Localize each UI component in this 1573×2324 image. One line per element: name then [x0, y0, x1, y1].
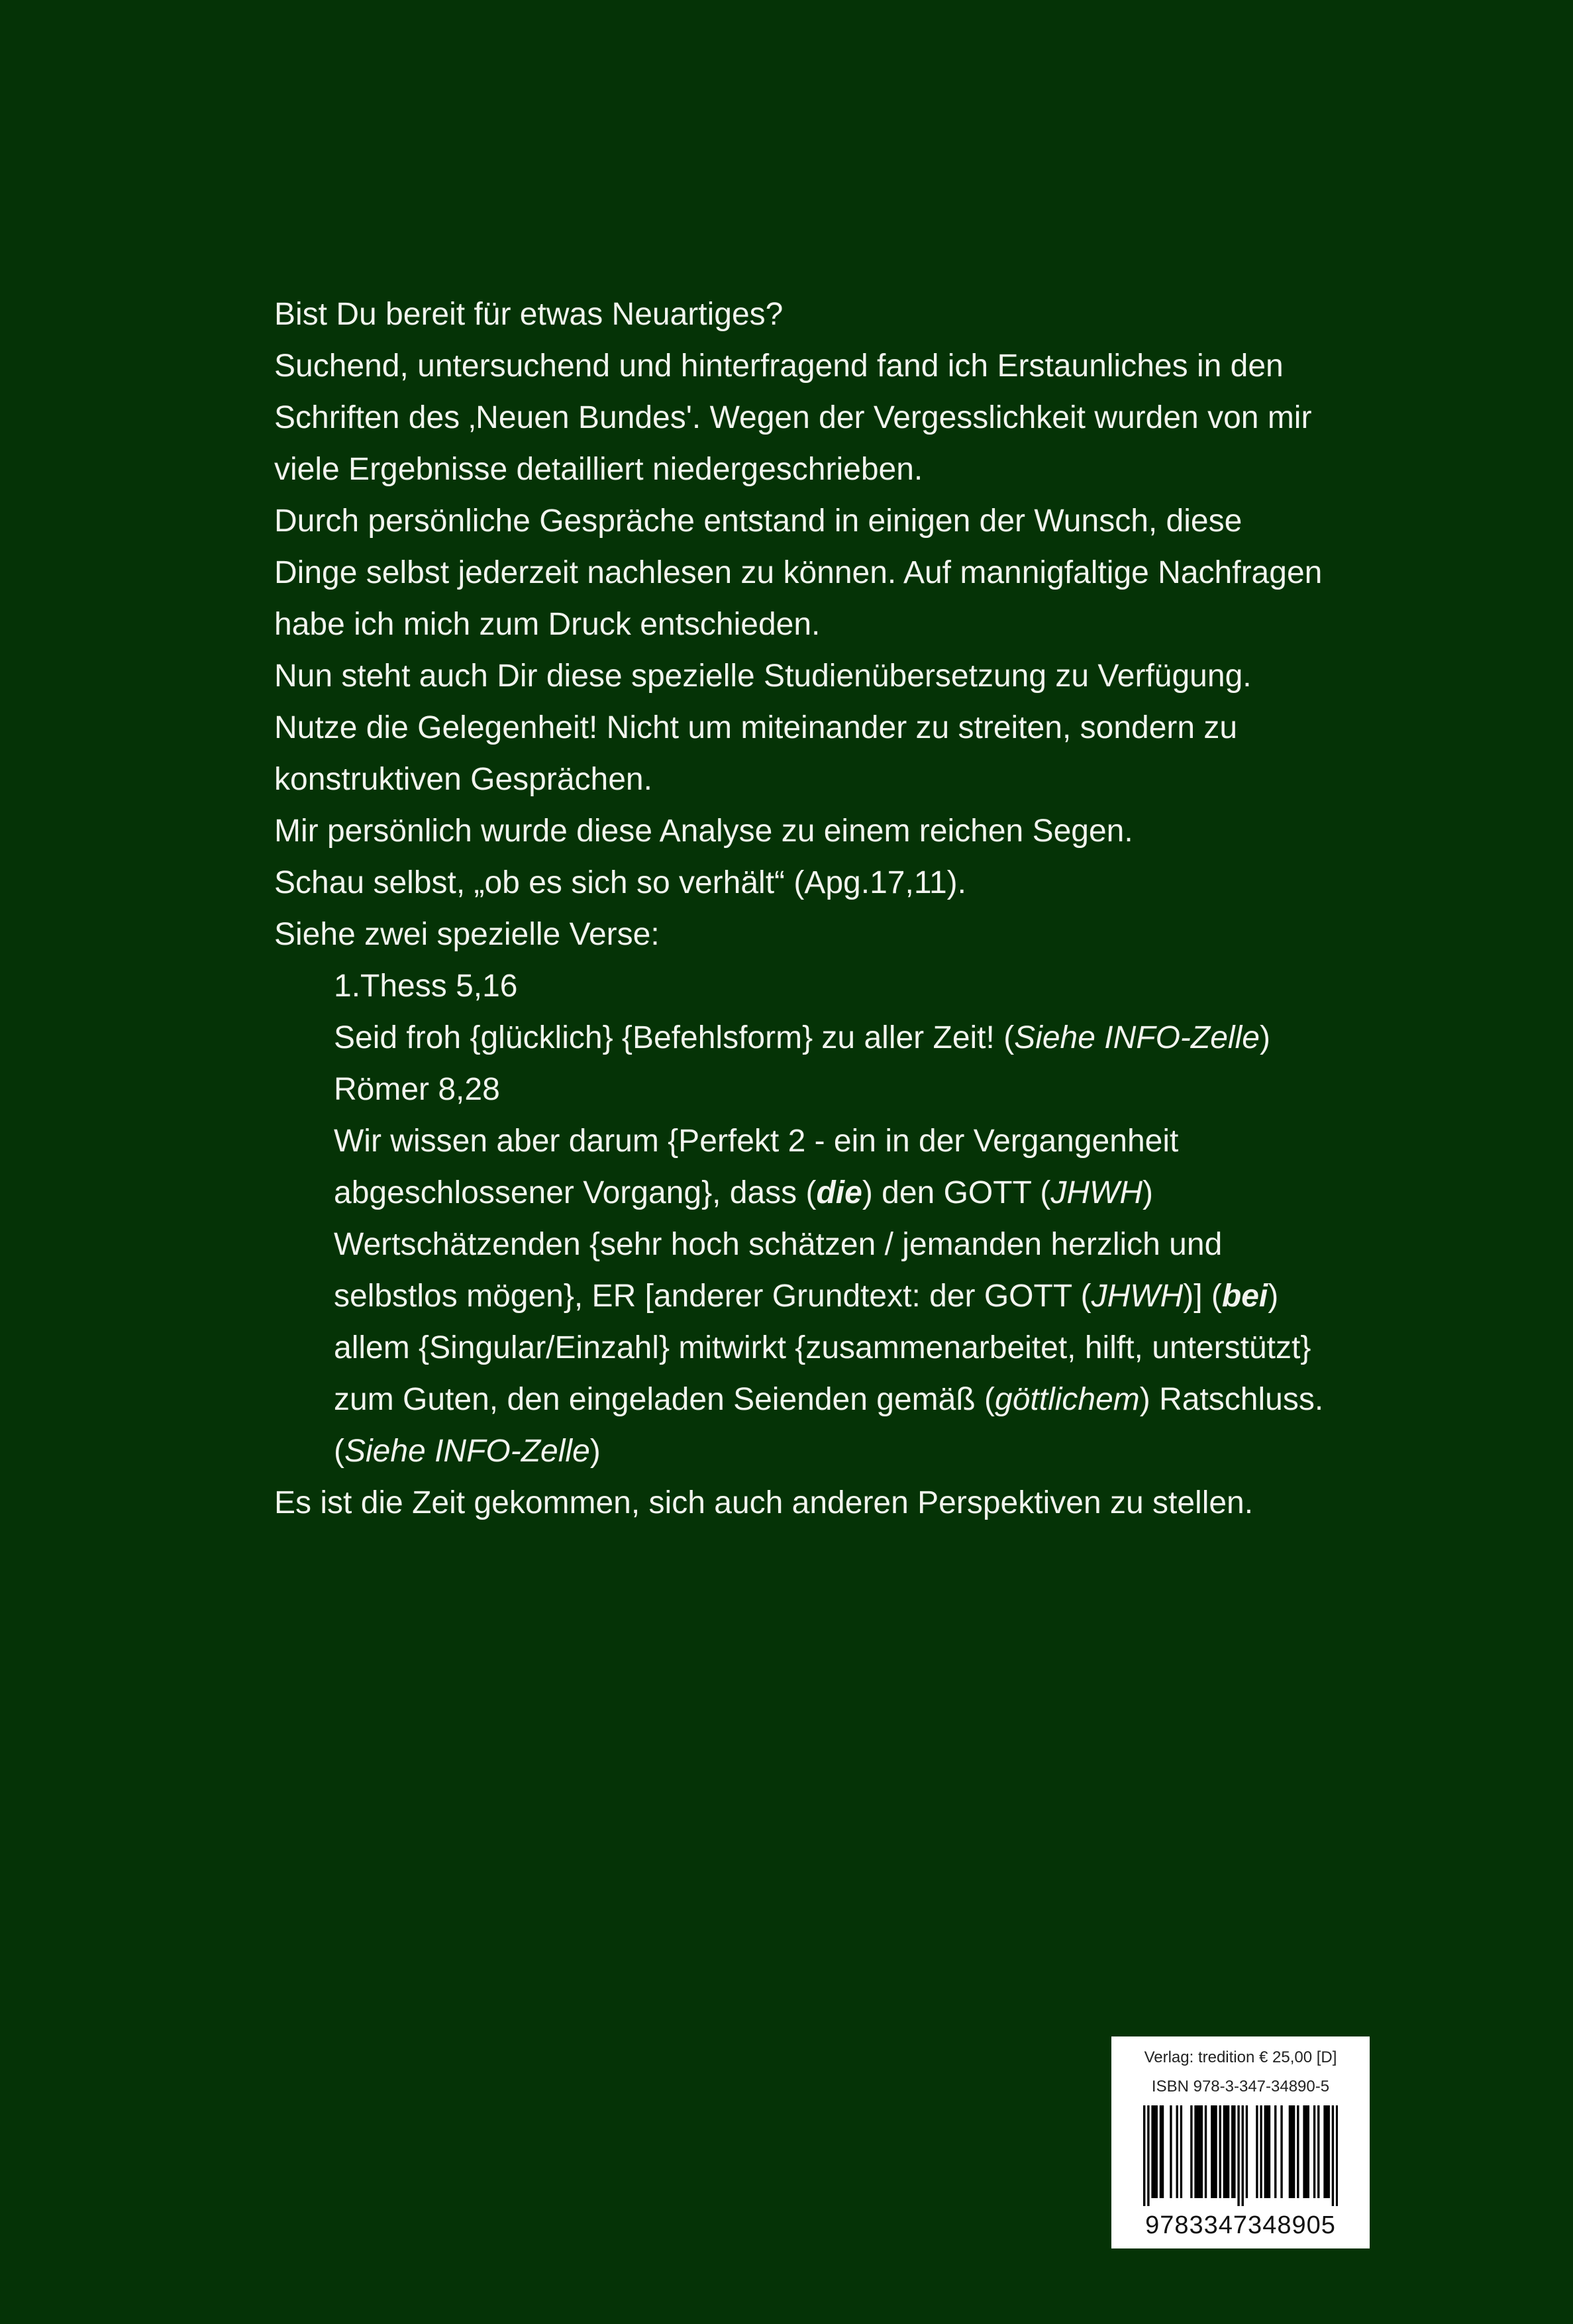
- barcode-bar: [1151, 2105, 1153, 2198]
- blurb-line: [274, 1116, 1413, 1167]
- blurb-line: [274, 599, 1413, 651]
- barcode-bar: [1325, 2105, 1327, 2198]
- text-segment: ) den GOTT (: [862, 1175, 1051, 1210]
- text-segment: JHWH: [1050, 1175, 1142, 1210]
- blurb-line: [274, 1426, 1413, 1477]
- blurb-line: [274, 961, 1413, 1012]
- barcode-bar: [1313, 2105, 1315, 2198]
- blurb-line: [274, 702, 1413, 754]
- barcode-bar: [1268, 2105, 1270, 2198]
- barcode-bar: [1160, 2105, 1162, 2198]
- text-segment: Schriften des ‚Neuen Bundes'. Wegen der Vergesslichkeit wurden von mir: [274, 400, 1312, 435]
- text-segment: Wertschätzenden {sehr hoch schätzen / jemanden herzlich und: [334, 1227, 1223, 1262]
- isbn-text: ISBN 978-3-347-34890-5: [1151, 2078, 1330, 2095]
- barcode-bar: [1233, 2105, 1235, 2198]
- publisher-price: Verlag: tredition € 25,00 [D]: [1144, 2048, 1337, 2066]
- barcode-bar: [1196, 2105, 1198, 2198]
- text-segment: Nutze die Gelegenheit! Nicht um miteinander zu streiten, sondern zu: [274, 710, 1238, 745]
- blurb-line: [274, 1064, 1413, 1116]
- barcode-bar: [1291, 2105, 1293, 2198]
- blurb-line: [274, 857, 1413, 909]
- blurb-line: [274, 444, 1413, 496]
- text-segment: Siehe INFO-Zelle: [1014, 1020, 1260, 1055]
- barcode-bar: [1303, 2105, 1305, 2198]
- barcode-bar: [1246, 2105, 1248, 2198]
- barcode-bar: [1205, 2105, 1207, 2198]
- barcode-bar: [1201, 2105, 1203, 2198]
- barcode-bar: [1213, 2105, 1215, 2198]
- text-segment: Schau selbst, „ob es sich so verhält“ (Apg.17,11).: [274, 865, 966, 900]
- barcode-bar: [1332, 2105, 1334, 2206]
- barcode-bar: [1143, 2105, 1145, 2206]
- barcode-bar: [1336, 2105, 1338, 2206]
- barcode-bar: [1147, 2105, 1149, 2206]
- ean-digits: 9783347348905: [1145, 2211, 1336, 2239]
- barcode-box: [1111, 2036, 1370, 2248]
- barcode-bar: [1219, 2105, 1221, 2198]
- text-segment: selbstlos mögen}, ER [anderer Grundtext: der GOTT (: [334, 1279, 1091, 1314]
- text-segment: Es ist die Zeit gekommen, sich auch anderen Perspektiven zu stellen.: [274, 1485, 1254, 1520]
- blurb-line: [274, 806, 1413, 857]
- text-segment: bei: [1221, 1279, 1268, 1314]
- text-segment: Römer 8,28: [334, 1072, 500, 1107]
- barcode-bar: [1194, 2105, 1196, 2198]
- text-segment: Bist Du bereit für etwas Neuartiges?: [274, 297, 784, 332]
- barcode-bar: [1190, 2105, 1192, 2198]
- blurb-line: [274, 1477, 1413, 1529]
- barcode-bar: [1264, 2105, 1266, 2198]
- text-segment: Nun steht auch Dir diese spezielle Studienübersetzung zu Verfügung.: [274, 659, 1252, 694]
- blurb-line: [274, 1271, 1413, 1322]
- text-segment: ): [1268, 1279, 1279, 1314]
- text-segment: Siehe INFO-Zelle: [344, 1434, 590, 1469]
- barcode-bar: [1297, 2105, 1299, 2198]
- blurb-line: [274, 754, 1413, 806]
- barcode-bar: [1211, 2105, 1213, 2198]
- text-segment: Siehe zwei spezielle Verse:: [274, 917, 660, 952]
- text-segment: viele Ergebnisse detailliert niedergeschrieben.: [274, 452, 923, 487]
- barcode-bar: [1223, 2105, 1225, 2198]
- text-segment: ): [1142, 1175, 1153, 1210]
- blurb-line: [274, 1374, 1413, 1426]
- text-segment: 1.Thess 5,16: [334, 969, 518, 1004]
- barcode-bar: [1231, 2105, 1233, 2198]
- text-segment: ): [1259, 1020, 1270, 1055]
- barcode-bar: [1153, 2105, 1155, 2198]
- blurb-line: [274, 341, 1413, 392]
- text-segment: Mir persönlich wurde diese Analyse zu einem reichen Segen.: [274, 814, 1133, 849]
- blurb-line: [274, 496, 1413, 547]
- barcode-bar: [1176, 2105, 1178, 2198]
- text-segment: allem {Singular/Einzahl} mitwirkt {zusammenarbeitet, hilft, unterstützt}: [334, 1330, 1311, 1365]
- barcode-bar: [1305, 2105, 1307, 2198]
- barcode-bar: [1170, 2105, 1172, 2198]
- barcode-bar: [1199, 2105, 1201, 2198]
- blurb-line: [274, 651, 1413, 702]
- barcode-bar: [1323, 2105, 1325, 2198]
- text-segment: konstruktiven Gesprächen.: [274, 762, 652, 797]
- blurb-line: [274, 1012, 1413, 1064]
- barcode-bar: [1180, 2105, 1182, 2198]
- blurb-line: [274, 1322, 1413, 1374]
- barcode-image: [1143, 2105, 1338, 2206]
- blurb-line: [274, 547, 1413, 599]
- text-segment: ): [589, 1434, 601, 1469]
- barcode-bar: [1317, 2105, 1319, 2198]
- text-segment: JHWH: [1091, 1279, 1184, 1314]
- barcode-bar: [1274, 2105, 1276, 2198]
- blurb-line: [274, 1167, 1413, 1219]
- barcode-bar: [1225, 2105, 1227, 2198]
- text-segment: abgeschlossener Vorgang}, dass (: [334, 1175, 817, 1210]
- blurb-line: [274, 1219, 1413, 1271]
- blurb-line: [274, 392, 1413, 444]
- text-segment: Durch persönliche Gespräche entstand in einigen der Wunsch, diese: [274, 503, 1243, 539]
- text-segment: Suchend, untersuchend und hinterfragend fand ich Erstaunliches in den: [274, 348, 1284, 384]
- barcode-bar: [1215, 2105, 1217, 2198]
- barcode-bar: [1328, 2105, 1330, 2198]
- barcode-bar: [1256, 2105, 1258, 2198]
- barcode-bar: [1156, 2105, 1158, 2198]
- text-segment: Wir wissen aber darum {Perfekt 2 - ein in der Vergangenheit: [334, 1124, 1179, 1159]
- blurb-line: [274, 289, 1413, 341]
- back-cover-blurb: [274, 289, 1413, 1529]
- blurb-line: [274, 909, 1413, 961]
- text-segment: die: [816, 1175, 862, 1210]
- barcode-bar: [1307, 2105, 1309, 2198]
- text-segment: )] (: [1183, 1279, 1222, 1314]
- text-segment: göttlichem: [995, 1382, 1140, 1417]
- barcode-bar: [1162, 2105, 1164, 2198]
- barcode-bar: [1237, 2105, 1239, 2206]
- barcode-bar: [1266, 2105, 1268, 2198]
- barcode-bar: [1289, 2105, 1291, 2198]
- barcode-bar: [1227, 2105, 1229, 2198]
- text-segment: Dinge selbst jederzeit nachlesen zu können. Auf mannigfaltige Nachfragen: [274, 555, 1323, 590]
- text-segment: ) Ratschluss.: [1139, 1382, 1324, 1417]
- text-segment: zum Guten, den eingeladen Seienden gemäß (: [334, 1382, 995, 1417]
- barcode-bar: [1293, 2105, 1295, 2198]
- text-segment: Seid froh {glücklich} {Befehlsform} zu aller Zeit! (: [334, 1020, 1015, 1055]
- text-segment: habe ich mich zum Druck entschieden.: [274, 607, 821, 642]
- barcode-bar: [1260, 2105, 1262, 2198]
- text-segment: (: [334, 1434, 344, 1469]
- barcode-bar: [1242, 2105, 1244, 2206]
- barcode-bar: [1280, 2105, 1282, 2198]
